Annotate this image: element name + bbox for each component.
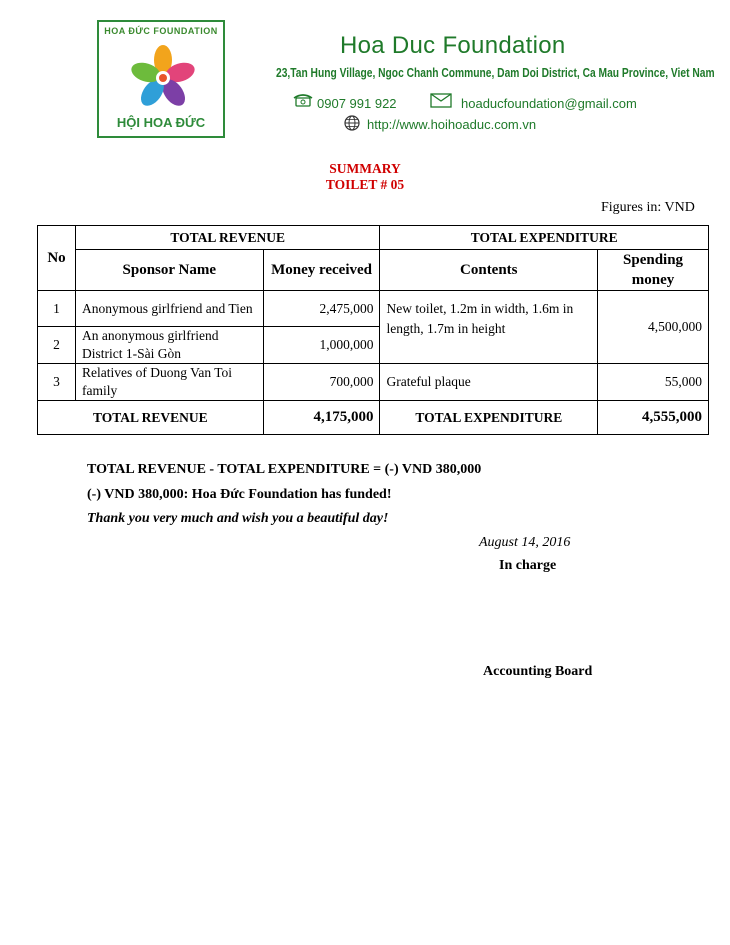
- org-address: 23,Tan Hung Village, Ngoc Chanh Commune, Dam Doi District, Ca Mau Province, Viet Nam: [276, 66, 715, 80]
- expense-contents: Grateful plaque: [380, 364, 598, 401]
- report-date: August 14, 2016: [479, 535, 571, 550]
- spending-money-header: Spending money: [598, 250, 709, 291]
- revenue-group-header: TOTAL REVENUE: [75, 226, 379, 250]
- balance-line: TOTAL REVENUE - TOTAL EXPENDITURE = (-) VND 380,000: [87, 462, 482, 477]
- table-row: [38, 291, 709, 327]
- money-received-header: Money received: [263, 250, 380, 291]
- globe-icon: [344, 115, 360, 131]
- money-received: 2,475,000: [263, 291, 380, 327]
- thanks-line: Thank you very much and wish you a beautiful day!: [87, 511, 389, 526]
- phone-icon: [293, 93, 313, 107]
- phone-number: 0907 991 922: [317, 96, 397, 111]
- flower-logo-icon: [123, 44, 203, 110]
- expense-spending: 55,000: [598, 364, 709, 401]
- sponsor-name: Relatives of Duong Van Toi family: [75, 364, 263, 401]
- row-number: 1: [38, 291, 76, 327]
- logo-arc-text: HOA ĐỨC FOUNDATION: [104, 26, 218, 36]
- contents-header: Contents: [380, 250, 598, 291]
- row-number: 3: [38, 364, 76, 401]
- accounting-board-label: Accounting Board: [483, 664, 593, 679]
- funded-line: (-) VND 380,000: Hoa Đức Foundation has funded!: [87, 487, 392, 502]
- no-header: No: [38, 226, 76, 291]
- row-number: 2: [38, 327, 76, 364]
- money-received: 700,000: [263, 364, 380, 401]
- table-row: [38, 364, 709, 401]
- total-expenditure-value: 4,555,000: [598, 401, 709, 435]
- totals-row: [38, 401, 709, 435]
- money-received: 1,000,000: [263, 327, 380, 364]
- website-url: http://www.hoihoaduc.com.vn: [367, 117, 537, 132]
- foundation-logo: [97, 20, 225, 138]
- envelope-icon: [430, 93, 452, 108]
- sponsor-name: Anonymous girlfriend and Tien: [75, 291, 263, 327]
- in-charge-label: In charge: [499, 558, 557, 573]
- expense-spending: 4,500,000: [598, 291, 709, 364]
- expenditure-group-header: TOTAL EXPENDITURE: [380, 226, 709, 250]
- summary-table: [37, 225, 709, 435]
- total-expenditure-label: TOTAL EXPENDITURE: [380, 401, 598, 435]
- expense-contents: New toilet, 1.2m in width, 1.6m in length, 1.7m in height: [380, 291, 598, 364]
- total-revenue-label: TOTAL REVENUE: [38, 401, 264, 435]
- sponsor-name-header: Sponsor Name: [75, 250, 263, 291]
- org-name: Hoa Duc Foundation: [340, 32, 566, 59]
- total-revenue-value: 4,175,000: [263, 401, 380, 435]
- figures-unit-note: Figures in: VND: [601, 200, 695, 215]
- toilet-number-title: TOILET # 05: [325, 177, 405, 192]
- email-address: hoaducfoundation@gmail.com: [461, 96, 637, 111]
- sponsor-name: An anonymous girlfriend District 1-Sài Gòn: [75, 327, 263, 364]
- logo-name: HỘI HOA ĐỨC: [116, 115, 206, 130]
- summary-title: SUMMARY: [329, 161, 401, 176]
